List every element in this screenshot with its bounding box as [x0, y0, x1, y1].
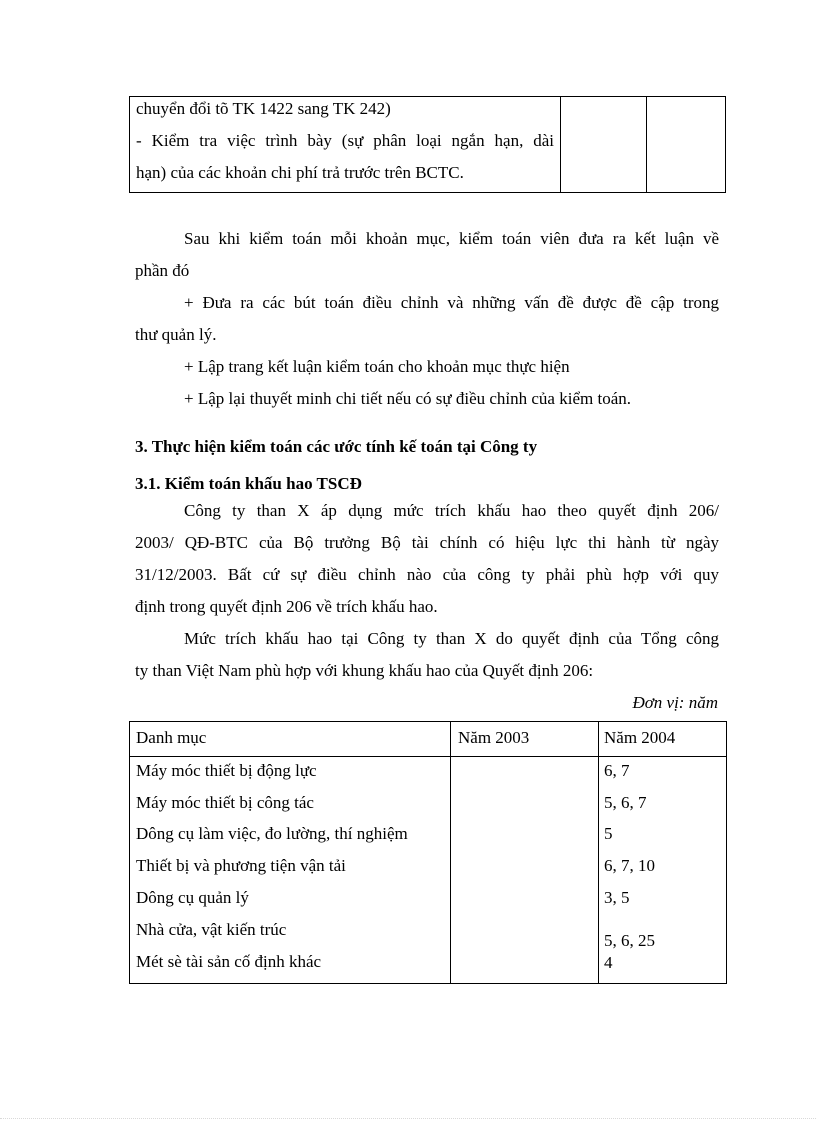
row-name: Nhà cửa, vật kiến trúc [136, 920, 287, 939]
paragraph-line: phần đó [135, 261, 190, 280]
paragraph-line: ty than Việt Nam phù hợp với khung khấu hao của Quyết định 206: [135, 661, 594, 680]
row-name: Dông cụ quản lý [136, 888, 249, 907]
header-cell: Năm 2003 [458, 728, 530, 747]
column-divider [598, 722, 599, 983]
paragraph-line: 31/12/2003. Bất cứ sự điều chỉnh nào của công ty phải phù hợp với quy [135, 565, 719, 584]
paragraph-line: thư quản lý. [135, 325, 217, 344]
row-name: Máy móc thiết bị công tác [136, 793, 314, 812]
section-heading: 3. Thực hiện kiểm toán các ước tính kế toán tại Công ty [135, 437, 538, 456]
row-value-2004: 6, 7, 10 [604, 856, 655, 875]
row-name: Máy móc thiết bị động lực [136, 761, 317, 780]
subsection-heading: 3.1. Kiểm toán khấu hao TSCĐ [135, 474, 362, 493]
row-value-2004: 5 [604, 824, 613, 843]
row-value-2004: 5, 6, 7 [604, 793, 647, 812]
row-name: Thiết bị và phương tiện vận tải [136, 856, 346, 875]
column-divider [646, 97, 647, 192]
depreciation-table [129, 721, 727, 984]
row-name: Dông cụ làm việc, đo lường, thí nghiệm [136, 824, 408, 843]
top-table [129, 96, 726, 193]
paragraph-line: + Lập lại thuyết minh chi tiết nếu có sự điều chỉnh của kiểm toán. [184, 389, 631, 408]
header-cell: Năm 2004 [604, 728, 676, 747]
paragraph-line: Sau khi kiểm toán mỗi khoản mục, kiểm toán viên đưa ra kết luận về [184, 229, 719, 248]
row-value-2004: 6, 7 [604, 761, 630, 780]
page-bottom-border [0, 1118, 816, 1119]
row-name: Mét sè tài sản cố định khác [136, 952, 322, 971]
table-row: - Kiểm tra việc trình bày (sự phân loại ngắn hạn, dài [136, 131, 554, 150]
row-value-2004: 3, 5 [604, 888, 630, 907]
paragraph-line: + Đưa ra các bút toán điều chỉnh và những vấn đề được đề cập trong [184, 293, 719, 312]
paragraph-line: Công ty than X áp dụng mức trích khấu hao theo quyết định 206/ [184, 501, 719, 520]
row-value-2004: 4 [604, 953, 613, 972]
paragraph-line: Mức trích khấu hao tại Công ty than X do quyết định của Tổng công [184, 629, 719, 648]
row-value-2004: 5, 6, 25 [604, 931, 655, 950]
header-cell: Danh mục [136, 728, 207, 747]
table-row: hạn) của các khoản chi phí trả trước trên BCTC. [136, 163, 464, 182]
column-divider [450, 722, 451, 983]
header-divider [130, 756, 726, 757]
table-row: chuyển đổi tõ TK 1422 sang TK 242) [136, 99, 391, 118]
paragraph-line: 2003/ QĐ-BTC của Bộ trưởng Bộ tài chính có hiệu lực thi hành từ ngày [135, 533, 719, 552]
unit-note: Đơn vị: năm [632, 693, 718, 712]
column-divider [560, 97, 561, 192]
paragraph-line: + Lập trang kết luận kiểm toán cho khoản mục thực hiện [184, 357, 570, 376]
paragraph-line: định trong quyết định 206 về trích khấu hao. [135, 597, 438, 616]
